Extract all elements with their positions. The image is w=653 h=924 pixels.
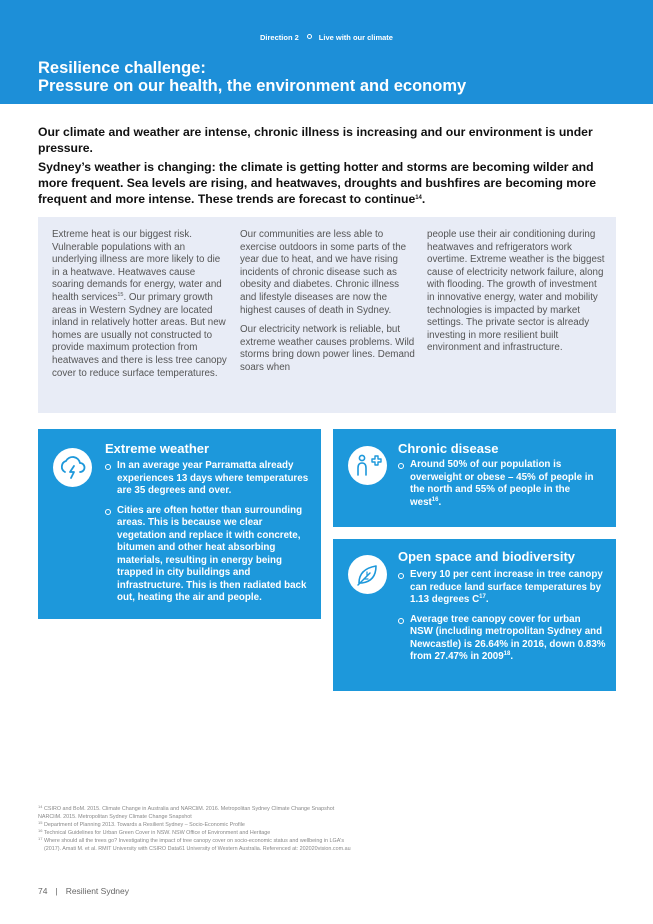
footnote-ref: 15: [117, 291, 124, 298]
lead-paragraph-2-text: Sydney’s weather is changing: the climate is getting hotter and storms are becoming wilder and more frequent. Sea levels are rising, and heatwaves, droughts and bushfires are becoming more frequent and more intense. These trends are forecast to continue: [38, 160, 597, 206]
footnote-15-text: Department of Planning 2013. Towards a Resilient Sydney – Socio-Economic Profile: [43, 822, 245, 828]
column-1-text-a: Extreme heat is our biggest risk. Vulnerable populations with an underlying illness are more likely to die in a heatwave. Heatwaves cause soaring demands for energy, water and health services: [52, 229, 222, 303]
footnote-17: [38, 837, 598, 845]
column-1-text-b: . Our primary growth areas in Western Sydney are located inland in relatively hotter areas. But new homes are usually not constructed to provide maximum protection from heatwaves and there is less tree canopy cover to reduce surface temperatures.: [52, 291, 227, 379]
extreme-weather-bullet-1: In an average year Parramatta already experiences 13 days where temperatures are 35 degrees and over.: [105, 460, 310, 498]
footnote-16: [38, 829, 598, 837]
page-title-line1: Resilience challenge:: [38, 59, 206, 77]
column-1: [52, 229, 228, 387]
column-2: [240, 229, 415, 382]
open-space-list: [398, 569, 606, 671]
page-footer: [38, 886, 129, 896]
circle-separator-icon: [307, 34, 312, 39]
extreme-weather-card: [38, 429, 321, 619]
footnote-15: [38, 821, 598, 829]
lead-text: [38, 124, 598, 210]
footnote-17-text: Where should all the trees go? Investigating the impact of tree canopy cover on socio-economic status and wellbeing in LGA's: [43, 838, 345, 844]
lead-paragraph-1: Our climate and weather are intense, chronic illness is increasing and our environment is under pressure.: [38, 125, 593, 155]
open-space-bullet-1-end: .: [485, 594, 489, 605]
chronic-disease-bullet-1-text: Around 50% of our population is overweight or obese – 45% of people in the north and 55% of people in the west: [410, 459, 594, 508]
publication-title: Resilient Sydney: [65, 886, 129, 896]
page-title-line2: Pressure on our health, the environment and economy: [38, 77, 467, 95]
extreme-weather-title: Extreme weather: [105, 441, 210, 456]
footnotes: [38, 805, 598, 853]
column-3-text: people use their air conditioning during heatwaves and refrigerators work overtime. Extreme weather is the biggest cause of electricity network failure, along with flooding. The growth of investment in innovative energy, water and mobility technologies is impacted by market settings. The private sector is already investing in more resilient built environment and infrastructure.: [427, 229, 605, 354]
divider: |: [55, 886, 58, 896]
header-banner: [0, 0, 653, 104]
chronic-disease-list: [398, 459, 603, 516]
chronic-disease-title: Chronic disease: [398, 441, 499, 456]
body-text-box: [38, 217, 616, 413]
column-2-paragraph-2: Our electricity network is reliable, but extreme weather causes problems. Wild storms bring down power lines. Demand soars when: [240, 324, 415, 373]
column-2-paragraph-1: Our communities are less able to exercise outdoors in some parts of the year due to heat, and we have rising incidents of chronic disease such as obesity and diabetes. Chronic illness and lifestyle diseases are now the highest causes of death in Sydney.: [240, 229, 407, 316]
breadcrumb-section: Direction 2: [260, 33, 299, 42]
chronic-disease-bullet-1: [398, 459, 603, 509]
column-3: [427, 229, 605, 362]
footnote-ref: 18: [503, 651, 511, 657]
footnote-18: (2017). Amati M. et al. RMIT University with CSIRO Data61 University of Western Australia. Referenced at: 202020vision.com.au: [44, 846, 351, 852]
open-space-bullet-1-text: Every 10 per cent increase in tree canopy can reduce land surface temperatures by 1.13 degrees C: [410, 569, 603, 605]
breadcrumb: [0, 33, 653, 42]
page-title: [38, 59, 466, 95]
lead-paragraph-2: [38, 159, 598, 207]
open-space-title: Open space and biodiversity: [398, 549, 575, 564]
footnote-14: [38, 805, 598, 813]
footnote-14b: NARCliM. 2015. Metropolitan Sydney Climate Change Snapshot: [38, 814, 192, 820]
breadcrumb-title: Live with our climate: [318, 33, 393, 42]
chronic-disease-bullet-1-end: .: [438, 496, 442, 508]
open-space-bullet-1: [398, 569, 606, 607]
footnote-number: 14: [38, 804, 43, 809]
extreme-weather-list: [105, 460, 310, 612]
footnote-ref: 17: [479, 594, 486, 600]
footnote-14-text: CSIRO and BoM. 2015. Climate Change in Australia and NARCliM. 2016. Metropolitan Sydney Climate Change Snapshot: [43, 806, 335, 812]
footnote-number: 15: [38, 820, 43, 825]
extreme-weather-bullet-2: Cities are often hotter than surrounding areas. This is because we clear vegetation and replace it with concrete, bitumen and other heat absorbing materials, resulting in energy being trapped in city buildings and infrastructure. This is then radiated back out, heating the air and people.: [105, 505, 310, 605]
open-space-card: [333, 539, 616, 691]
footnote-16-text: Technical Guidelines for Urban Green Cover in NSW. NSW Office of Environment and Heritage: [43, 830, 271, 836]
footnote-ref: 16: [431, 496, 439, 503]
chronic-disease-card: [333, 429, 616, 527]
open-space-bullet-2-end: .: [510, 651, 514, 662]
open-space-bullet-2-text: Average tree canopy cover for urban NSW (including metropolitan Sydney and Newcastle) is 26.64% in 2016, down 0.83% from 27.47% in 2009: [410, 613, 606, 662]
footnote-ref: 14: [415, 195, 422, 201]
leaf-icon: [348, 555, 387, 594]
open-space-bullet-2: [398, 614, 606, 664]
lead-paragraph-2-end: .: [421, 192, 426, 206]
footnote-number: 17: [38, 836, 43, 841]
column-1-text: [52, 229, 228, 380]
person-health-icon: [348, 446, 387, 485]
footnote-number: 16: [38, 828, 43, 833]
storm-cloud-icon: [53, 448, 92, 487]
page-number: 74: [38, 886, 48, 896]
